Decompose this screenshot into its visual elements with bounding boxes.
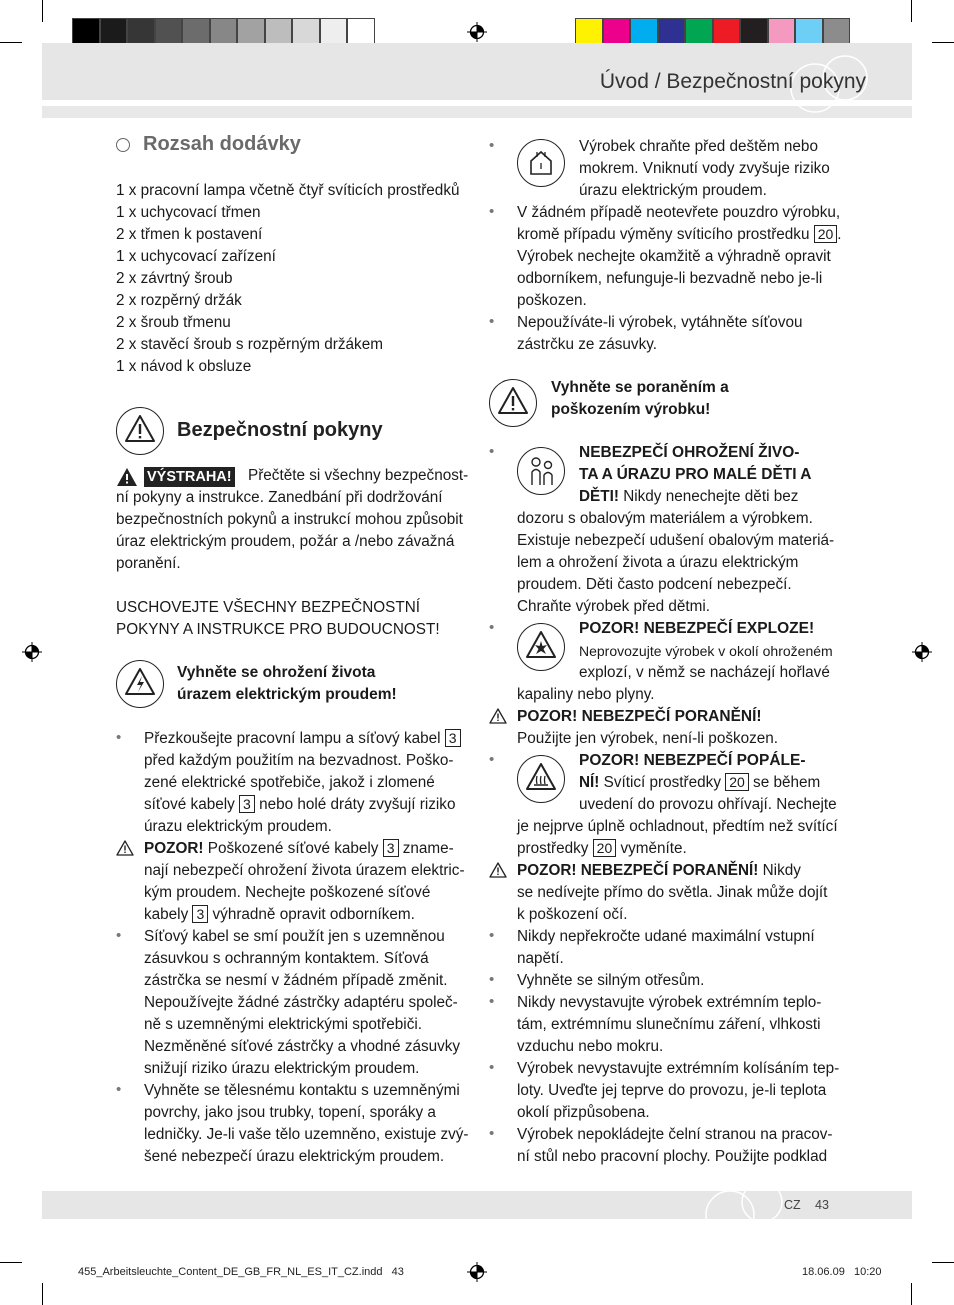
crop-mark [932,42,954,43]
part-ref: 3 [383,839,399,857]
section-bullet-icon [115,137,131,153]
scope-item: 1 x uchycovací třmen [116,204,261,221]
children-text: Chraňte výrobek před dětmi. [517,598,711,615]
housing-text: Výrobek nechejte okamžitě a výhradně opravit [517,248,831,265]
children-text: Existuje nebezpečí udušení obalovým materiá- [517,532,835,549]
warning-text: bezpečnostních pokynů a instrukcí mohou způsobit [116,511,463,528]
shock-text: Vyhněte se silným otřesům. [517,972,705,989]
warning-text: Přečtěte si všechny bezpečnost- [248,467,469,484]
housing-text: poškozen. [517,292,587,309]
registration-mark-icon [467,22,487,42]
grey-swatch [320,18,348,46]
color-swatch [768,18,796,46]
footer-language: CZ [784,1198,801,1212]
socket-text: Nezměněné síťové zástrčky a vhodné zásuvky [144,1038,461,1055]
explosion-text: Neprovozujte výrobek v okolí ohroženém [579,643,833,659]
registration-mark-icon [912,642,932,662]
registration-mark-icon [467,1262,487,1282]
grey-swatch [127,18,155,46]
scope-item: 1 x uchycovací zařízení [116,248,276,265]
scope-item: 1 x návod k obsluze [116,358,252,375]
bullet-icon: • [489,1125,495,1142]
bullet-icon: • [489,1059,495,1076]
voltage-text: napětí. [517,950,564,967]
crop-mark [42,1283,43,1305]
children-text: DĚTI! Nikdy nenechejte děti bez [579,488,799,505]
keep-instructions: POKYNY A INSTRUKCE PRO BUDOUCNOST! [116,621,440,638]
burn-text: NÍ! Svíticí prostředky 20 se během [579,774,821,791]
scope-item: 2 x závrtný šroub [116,270,233,287]
color-swatch [685,18,713,46]
children-text: dozoru s obalovým materiálem a výrobkem. [517,510,813,527]
color-swatch [658,18,686,46]
grey-swatch [237,18,265,46]
scope-item: 2 x šroub třmenu [116,314,231,331]
temperature-text: vzduchu nebo mokru. [517,1038,664,1055]
burn-text: uvedení do provozu ohřívají. Nechejte [579,796,837,813]
socket-text: zástrčka se nesmí v žádném případě změnit. [144,972,448,989]
hot-surface-icon [525,762,557,792]
warning-text: poranění. [116,555,181,572]
scope-item: 1 x pracovní lampa včetně čtyř svíticích prostředků [116,182,460,199]
check-text: zené elektrické spotřebiče, jakož i zlomené [144,774,435,791]
grey-swatch [265,18,293,46]
house-rain-icon [525,147,557,179]
check-text: úrazu elektrickým proudem. [144,818,332,835]
check-text: před každým použitím na bezvadnost. Poško- [144,752,454,769]
warning-triangle-icon [116,467,138,487]
crop-mark [42,0,43,22]
pozor-text: kým proudem. Nechejte poškozené síťové [144,884,431,901]
warning-label: VÝSTRAHA! [144,467,235,487]
bullet-icon: • [489,993,495,1010]
bullet-icon: • [489,927,495,944]
burn-heading: POZOR! NEBEZPEČÍ POPÁLE- [579,752,806,769]
rain-text: úrazu elektrickým proudem. [579,182,767,199]
socket-text: ně s uzemněnými elektrickými spotřebiči. [144,1016,422,1033]
caution-triangle-icon [116,840,134,856]
children-heading: NEBEZPEČÍ OHROŽENÍ ŽIVO- [579,444,800,461]
bullet-icon: • [489,751,495,768]
unplug-text: Nepoužíváte-li výrobek, vytáhněte síťovou [517,314,803,331]
part-ref: 3 [445,729,461,747]
grey-swatch [100,18,128,46]
part-ref: 20 [725,773,749,791]
injury-text: Použijte jen výrobek, není-li poškozen. [517,730,779,747]
part-ref: 3 [239,795,255,813]
check-text: síťové kabely 3 nebo holé dráty zvyšují riziko [144,796,456,813]
temperature-text: tám, extrémnímu slunečnímu záření, vlhkosti [517,1016,821,1033]
slug-filename: 455_Arbeitsleuchte_Content_DE_GB_FR_NL_ES_IT_CZ.indd 43 [78,1266,404,1278]
pozor-text: nají nebezpečí ohrožení života úrazem elektric- [144,862,465,879]
injury-heading: poškozením výrobku! [551,401,711,418]
check-text: Přezkoušejte pracovní lampu a síťový kabel 3 [144,728,461,750]
electric-hazard-icon [124,667,156,697]
rain-text: mokrem. Vniknutí vody zvyšuje riziko [579,160,830,177]
bullet-icon: • [116,927,122,944]
scope-heading: Rozsah dodávky [143,133,301,155]
color-swatch [630,18,658,46]
color-swatch [823,18,851,46]
ground-text: ledničky. Je-li vaše tělo uzemněno, existuje zvý- [144,1126,469,1143]
children-heading: TA A ÚRAZU PRO MALÉ DĚTI A [579,466,812,483]
bullet-icon: • [489,443,495,460]
bullet-icon: • [489,619,495,636]
caution-triangle-icon [489,708,507,724]
grey-swatch [347,18,375,46]
registration-mark-icon [22,642,42,662]
bullet-icon: • [489,203,495,220]
footer-page-number: 43 [815,1198,829,1212]
housing-text: kromě případu výměny svíticího prostředku 20 . [517,226,842,243]
temperature-text: Nikdy nevystavujte výrobek extrémním teplo- [517,994,822,1011]
pozor-text: POZOR! Poškozené síťové kabely 3 zname- [144,840,454,857]
scope-item: 2 x stavěcí šroub s rozpěrným držákem [116,336,383,353]
eye-injury-text: se nedívejte přímo do světla. Jinak může dojít [517,884,828,901]
color-swatch [795,18,823,46]
explosion-heading: POZOR! NEBEZPEČÍ EXPLOZE! [579,620,815,637]
scope-item: 2 x rozpěrný držák [116,292,242,309]
grey-swatch [155,18,183,46]
part-ref: 3 [192,905,208,923]
socket-text: Nepoužívejte žádné zástrčky adaptéru společ- [144,994,458,1011]
electric-heading: Vyhněte se ohrožení života [177,664,376,681]
housing-text: V žádném případě neotevřete pouzdro výrobku, [517,204,841,221]
warning-triangle-icon [124,414,156,444]
voltage-text: Nikdy nepřekročte udané maximální vstupní [517,928,815,945]
slug-date: 18.06.09 10:20 [802,1266,882,1278]
crop-mark [0,42,22,43]
grey-swatch [292,18,320,46]
front-text: Výrobek nepokládejte čelní stranou na pracov- [517,1126,833,1143]
warning-text: ní pokyny a instrukce. Zanedbání při dodržování [116,489,443,506]
children-icon [523,453,559,489]
color-swatch [603,18,631,46]
grey-swatch [72,18,100,46]
fluctuation-text: Výrobek nevystavujte extrémním kolísáním tep- [517,1060,840,1077]
crop-mark [0,1262,22,1263]
children-text: lem a ohrožení života a úrazu elektrickým [517,554,799,571]
grey-swatch [182,18,210,46]
eye-injury-text: k poškození očí. [517,906,628,923]
injury-label: POZOR! NEBEZPEČÍ PORANĚNÍ! [517,708,762,725]
explosion-text: kapaliny nebo plyny. [517,686,655,703]
bullet-icon: • [116,1081,122,1098]
bullet-icon: • [489,313,495,330]
burn-text: je nejprve úplně ochladnout, předtím než svítící [517,818,838,835]
color-swatch [575,18,603,46]
eye-injury-text: POZOR! NEBEZPEČÍ PORANĚNÍ! Nikdy [517,862,801,879]
color-swatch [713,18,741,46]
injury-heading: Vyhněte se poraněním a [551,379,729,396]
warning-text: úraz elektrickým proudem, požár a /nebo závažná [116,533,455,550]
rain-text: Výrobek chraňte před deštěm nebo [579,138,818,155]
keep-instructions: USCHOVEJTE VŠECHNY BEZPEČNOSTNÍ [116,599,421,616]
page-title: Úvod / Bezpečnostní pokyny [599,70,866,93]
socket-text: snižují riziko úrazu elektrickým proudem. [144,1060,420,1077]
electric-heading: úrazem elektrickým proudem! [177,686,397,703]
children-text: proudem. Děti často podcení nebezpečí. [517,576,792,593]
unplug-text: zástrčku ze zásuvky. [517,336,657,353]
bullet-icon: • [489,137,495,154]
crop-mark [911,0,912,22]
socket-text: Síťový kabel se smí použít jen s uzemněnou [144,928,445,945]
burn-text: prostředky 20 vyměníte. [517,840,687,857]
part-ref: 20 [593,839,617,857]
warning-triangle-icon [497,386,529,416]
pozor-text: kabely 3 výhradně opravit odborníkem. [144,906,415,923]
explosion-text: explozí, v němž se nacházejí hořlavé [579,664,830,681]
housing-text: odborníkem, nefunguje-li bezvadně nebo je-li [517,270,823,287]
scope-item: 2 x třmen k postavení [116,226,263,243]
socket-text: zásuvkou s ochranným kontaktem. Síťová [144,950,429,967]
front-text: ní stůl nebo pracovní plochy. Použijte podklad [517,1148,828,1165]
part-ref: 20 [814,225,838,243]
crop-mark [932,1262,954,1263]
color-swatch [740,18,768,46]
grey-swatch [210,18,238,46]
fluctuation-text: loty. Uveďte jej teprve do provozu, je-li teplota [517,1082,827,1099]
crop-mark [911,1283,912,1305]
ground-text: povrchy, jako jsou trubky, topení, sporáky a [144,1104,436,1121]
bullet-icon: • [116,729,122,746]
safety-heading: Bezpečnostní pokyny [177,419,383,441]
bullet-icon: • [489,971,495,988]
explosion-icon [525,630,557,660]
ground-text: šené nebezpečí úrazu elektrickým proudem. [144,1148,445,1165]
caution-triangle-icon [489,862,507,878]
fluctuation-text: okolí přizpůsobena. [517,1104,650,1121]
ground-text: Vyhněte se tělesnému kontaktu s uzemněnými [144,1082,460,1099]
